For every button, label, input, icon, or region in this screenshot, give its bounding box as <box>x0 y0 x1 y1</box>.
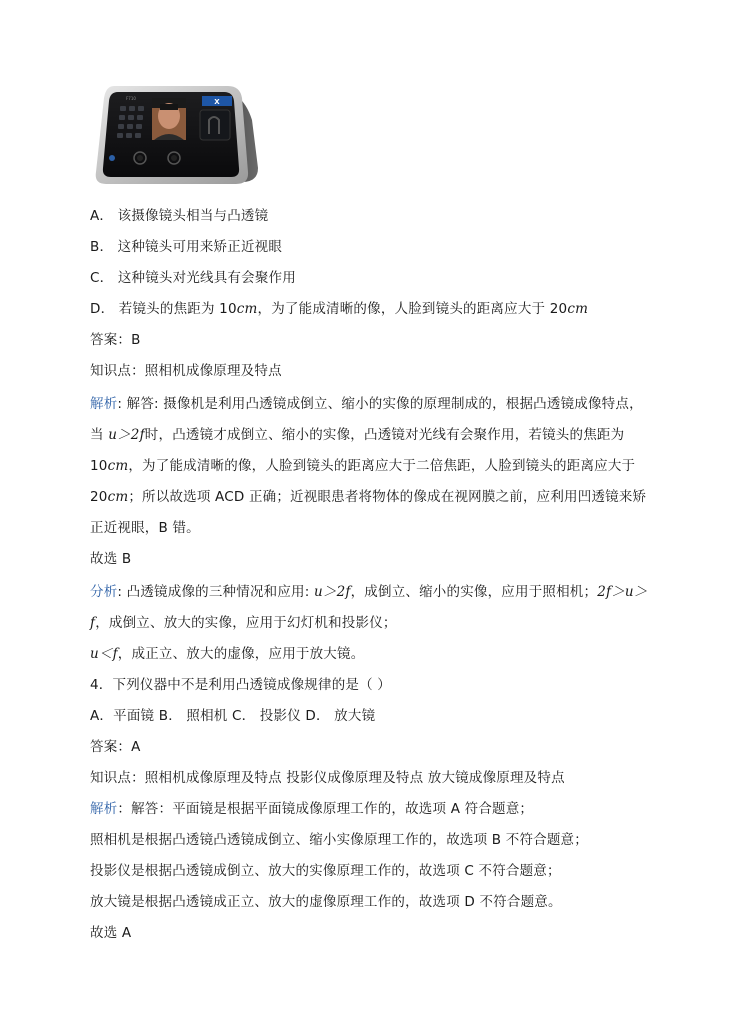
q3-answer: 答案：B <box>90 332 141 348</box>
q3-option-c: C． 这种镜头对光线具有会聚作用 <box>90 270 296 286</box>
q3-option-b: B． 这种镜头可用来矫正近视眼 <box>90 239 283 255</box>
q3-choose: 故选 B <box>90 551 132 567</box>
q3-option-a: A． 该摄像镜头相当与凸透镜 <box>90 208 269 224</box>
q4-answer: 答案：A <box>90 739 141 755</box>
q4-analysis-line-2: 照相机是根据凸透镜凸透镜成倒立、缩小实像原理工作的，故选项 B 不符合题意； <box>90 832 588 848</box>
q3-knowledge-point: 知识点：照相机成像原理及特点 <box>90 363 282 379</box>
fenxi-label: 分析 <box>90 584 118 600</box>
q3-fenxi-line-2: f，成倒立、放大的实像，应用于幻灯机和投影仪； <box>90 615 397 631</box>
analysis-label: 解析 <box>90 396 118 412</box>
q3-fenxi-line-1: 分析: 凸透镜成像的三种情况和应用: u＞2f，成倒立、缩小的实像，应用于照相机；2f＞u＞ <box>90 584 648 600</box>
analysis-label: 解析 <box>90 801 118 817</box>
q4-analysis-line-3: 投影仪是根据凸透镜成倒立、放大的实像原理工作的，故选项 C 不符合题意； <box>90 863 561 879</box>
q3-analysis-line-4: 20cm；所以故选项 ACD 正确；近视眼患者将物体的像成在视网膜之前，应利用凹透镜来矫 <box>90 489 647 505</box>
device-model-label: F710 <box>126 96 136 101</box>
q3-option-d: D． 若镜头的焦距为 10cm，为了能成清晰的像，人脸到镜头的距离应大于 20cm <box>90 301 589 317</box>
q4-options: A．平面镜 B． 照相机 C． 投影仪 D． 放大镜 <box>90 708 376 724</box>
q4-analysis-line-4: 放大镜是根据凸透镜成正立、放大的虚像原理工作的，故选项 D 不符合题意。 <box>90 894 562 910</box>
device-brand-label: X <box>214 98 220 106</box>
q3-fenxi-line-3: u＜f，成正立、放大的虚像，应用于放大镜。 <box>90 646 365 662</box>
face-recognition-device-image <box>92 80 260 188</box>
q3-analysis-line-1: 解析: 解答: 摄像机是利用凸透镜成倒立、缩小的实像的原理制成的，根据凸透镜成像特点， <box>90 396 643 412</box>
q3-analysis-line-3: 10cm，为了能成清晰的像，人脸到镜头的距离应大于二倍焦距，人脸到镜头的距离应大于 <box>90 458 636 474</box>
q4-stem: 4．下列仪器中不是利用凸透镜成像规律的是（ ） <box>90 677 391 693</box>
q4-knowledge-point: 知识点：照相机成像原理及特点 投影仪成像原理及特点 放大镜成像原理及特点 <box>90 770 565 786</box>
q4-choose: 故选 A <box>90 925 132 941</box>
q4-analysis-line-1: 解析：解答：平面镜是根据平面镜成像原理工作的，故选项 A 符合题意； <box>90 801 534 817</box>
q3-analysis-line-5: 正近视眼，B 错。 <box>90 520 200 536</box>
q3-analysis-line-2: 当 u＞2f时，凸透镜才成倒立、缩小的实像，凸透镜对光线有会聚作用，若镜头的焦距为 <box>90 427 625 443</box>
